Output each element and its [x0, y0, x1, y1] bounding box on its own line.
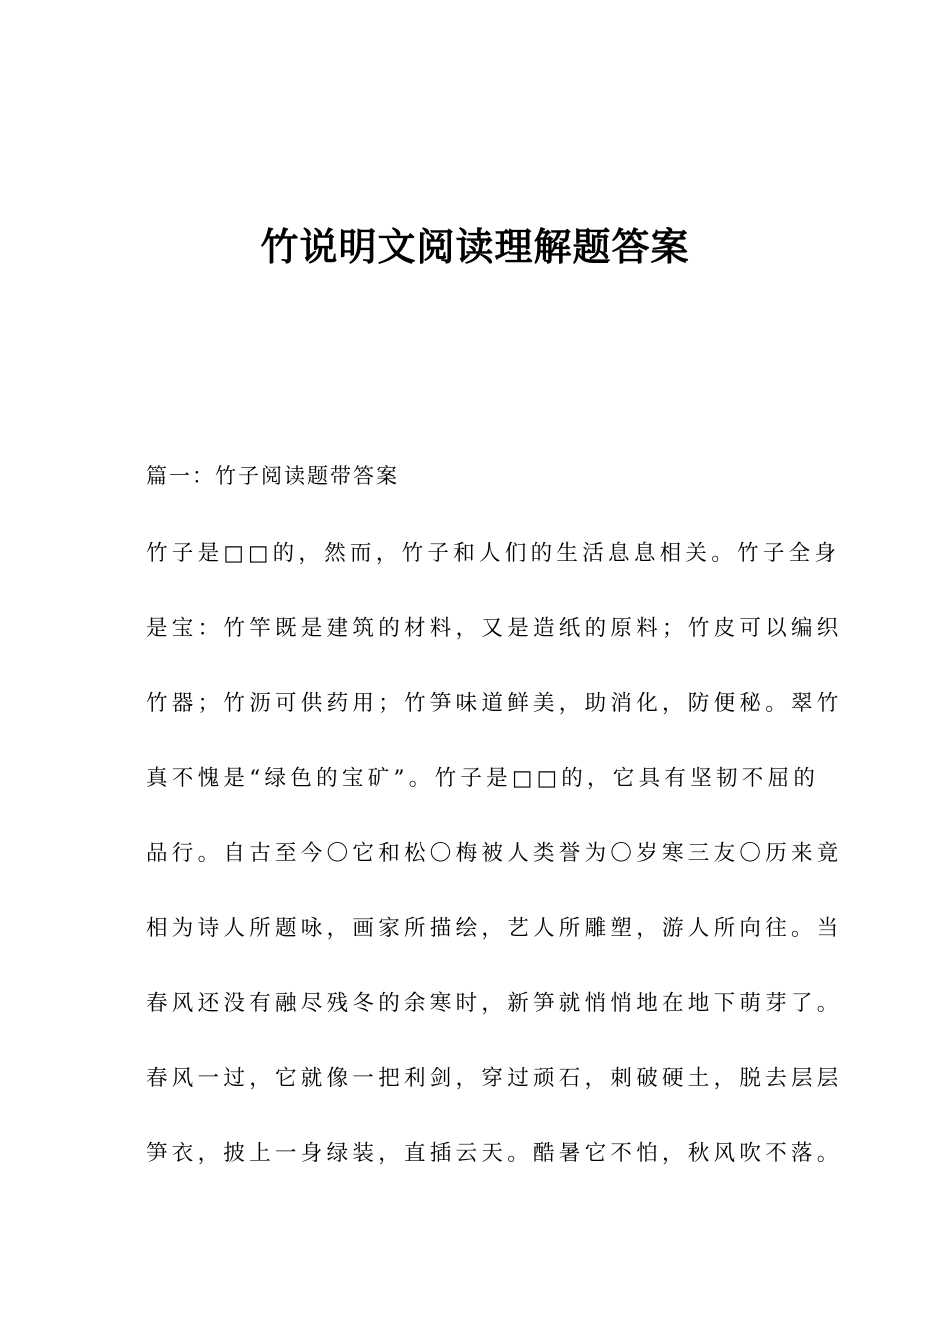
- section-heading: 篇一：竹子阅读题带答案: [146, 464, 399, 488]
- text-line: 相为诗人所题咏，画家所描绘，艺人所雕塑，游人所向往。当: [146, 916, 843, 941]
- body-paragraph: [146, 534, 843, 1209]
- text-line: 春风一过，它就像一把利剑，穿过顽石，刺破硬土，脱去层层: [146, 1066, 843, 1091]
- text-line: 竹器；竹沥可供药用；竹笋味道鲜美，助消化，防便秘。翠竹: [146, 691, 843, 716]
- text-line: 真不愧是“绿色的宝矿”。竹子是□□的，它具有坚韧不屈的: [146, 766, 820, 791]
- text-line: 竹子是□□的，然而，竹子和人们的生活息息相关。竹子全身: [146, 541, 841, 566]
- document-title: 竹说明文阅读理解题答案: [260, 225, 690, 269]
- text-line: 品行。自古至今〇它和松〇梅被人类誉为〇岁寒三友〇历来竟: [146, 841, 843, 866]
- text-line: 是宝：竹竿既是建筑的材料，又是造纸的原料；竹皮可以编织: [146, 616, 843, 641]
- text-line: 春风还没有融尽残冬的余寒时，新笋就悄悄地在地下萌芽了。: [146, 991, 843, 1016]
- text-line: 笋衣，披上一身绿装，直插云天。酷暑它不怕，秋风吹不落。: [146, 1141, 843, 1166]
